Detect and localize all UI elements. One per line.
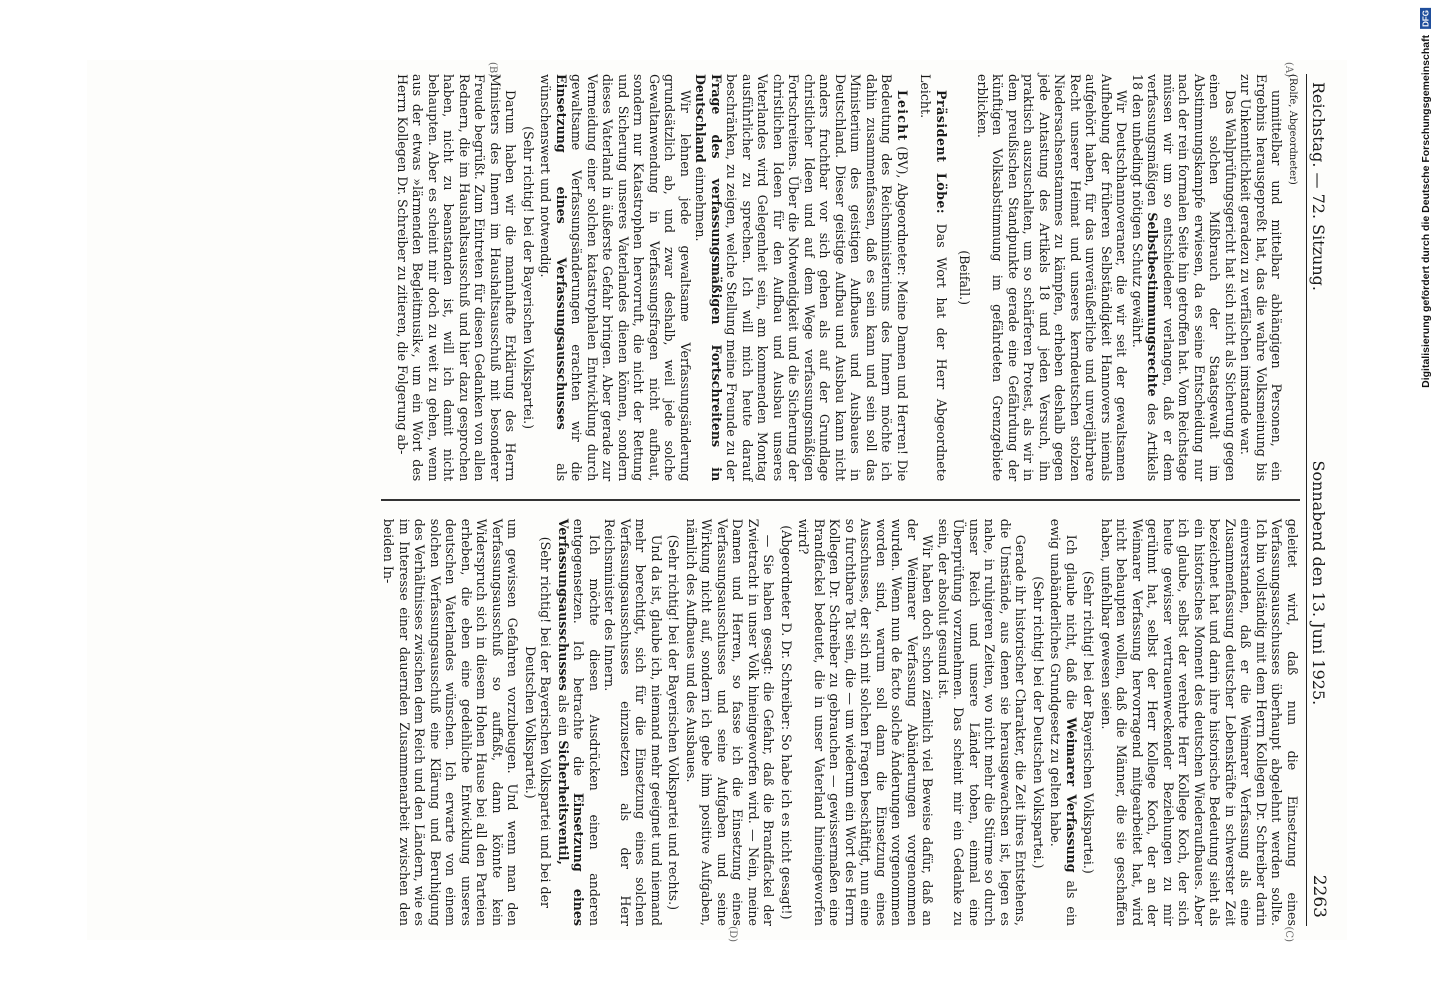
president-remark: Präsident Löbe: Das Wort hat der Herr Abgeordnete Leicht. bbox=[918, 74, 949, 482]
digitization-credit bbox=[1420, 8, 1432, 388]
paragraph: Darum haben wir die mannhafte Erklärung des Herrn Ministers des Innern im Haushaltsausschuß mit besonderer Freude begrüßt. Zum Eintreten für diesen Gedanken von allen Rednern, die im Haushaltsausschuß und hier dazu gesprochen haben, nicht zu beanstanden ist, will ich damit nicht behaupten. Aber es scheint mir doch zu weit zu gehen, wenn aus der etwas »lärmenden Begleitmusik«, um ein Wort des Herrn Kollegen Dr. Schreiber zu zitieren, die Folgerung ab- bbox=[395, 74, 519, 482]
paragraph: Ich glaube nicht, daß die Weimarer Verfassung als ein ewig unabänderliches Grundgesetz zu gelten habe. bbox=[1048, 518, 1079, 926]
interjection: (Beifall.) bbox=[957, 250, 973, 306]
paragraph: unmittelbar und mittelbar abhängigen Personen, ein Ergebnis herausgepreßt hat, das die wahre Volksmeinung bis zur Unkenntlichkeit geradezu zu verfälschen imstande war. bbox=[1238, 74, 1285, 482]
paragraph: Ich möchte diesen Ausdrücken einen anderen entgegensetzen. Ich betrachte die Einsetzung eines Verfassungsausschusses als ein Sicherheitsventil, bbox=[556, 518, 602, 926]
interjection: (Sehr richtig! bei der Bayerischen Volkspartei und bei der Deutschen Volkspartei.) bbox=[523, 536, 554, 909]
speaker-tag: (Rolfe, Abgeordneter) bbox=[1287, 74, 1298, 185]
interjection: (Sehr richtig! bei der Bayerischen Volkspartei.) bbox=[1081, 570, 1097, 874]
dfg-logo: DFG bbox=[1421, 10, 1431, 27]
rotated-page-scan bbox=[87, 60, 1347, 940]
paragraph: — Sie haben gesagt: die Gefahr, daß die Brandfackel der Zwietracht in unser Volk hineingeworfen wird. — Nein, meine Damen und Herren, so fasse ich die Einsetzung eines Verfassungsausschusses und seine Aufgaben und seine Wirkung nicht auf, sondern ich gebe ihm positive Aufgaben, nämlich des Aufbaues und des Ausbaues. bbox=[684, 518, 777, 926]
paragraph: geleitet wird, daß nun die Einsetzung eines Verfassungsausschusses überhaupt abgelehnt werden sollte. Ich bin vollständig mit dem Herrn Kollegen Dr. Schreiber darin einverstanden, daß er die Weimarer Verfassung als eine Zusammenfassung deutscher Lebenskräfte in schwerster Zeit bezeichnet hat und darin ihre historische Bedeutung sieht als ein historisches Moment des deutschen Wiederaufbaues. Aber ich glaube, selbst der verehrte Herr Kollege Koch, der sich heute gewisser vertrauenweckender Beziehungen zu mir gerühmt hat, selbst der Herr Kollege Koch, der an der Weimarer Verfassung hervorragend mitgearbeitet hat, wird nicht behaupten wollen, daß die Männer, die sie geschaffen haben, unfehlbar gewesen seien. bbox=[1099, 518, 1300, 926]
right-column bbox=[381, 519, 1300, 926]
interjection: (Abgeordneter D. Dr. Schreiber: So habe ich es nicht gesagt!) bbox=[779, 525, 794, 920]
credit-text: Digitalisierung gefördert durch die Deutsche Forschungsgemeinschaft bbox=[1420, 34, 1432, 388]
paragraph: Wir haben doch schon ziemlich viel Beweise dafür, daß an der Weimarer Verfassung Abänderungen vorgenommen wurden. Wenn nun de facto solche Änderungen vorgenommen worden sind, warum soll dann die Einsetzung eines Ausschusses, der sich mit solchen Fragen beschäftigt, nun eine so furchtbare Tat sein, die — um wiederum ein Wort des Herrn Kollegen Dr. Schreiber zu gebrauchen — gewissermaßen eine Brandfackel bedeutet, die in unser Vaterland hineingeworfen wird? bbox=[796, 518, 936, 926]
paragraph: Und da ist, glaube ich, niemand mehr geeignet und niemand mehr berechtigt, sich für die Einsetzung eines solchen Verfassungsausschusses einzusetzen als der Herr Reichsminister des Innern. bbox=[602, 518, 664, 926]
paragraph: Wir Deutschhannoveraner, die wir seit der gewaltsamen Aufhebung der früheren Selbständigkeit Hannovers niemals aufgehört haben, für das unveräußerliche und unverjährbare Recht unserer Heimat und unseres kerndeutschen stolzen Niedersachsenstammes zu kämpfen, erheben deshalb gegen jede Antastung des Artikels 18 und jeden Versuch, ihn praktisch auszuschalten, um so schärferen Protest, als wir in dem preußischen Standpunkte gerade eine Gefährdung der künftigen Volksabstimmung im gefährdeten Grenzgebiete erblicken. bbox=[975, 74, 1130, 482]
speech-opening: Leicht (BV), Abgeordneter: Meine Damen und Herren! Die Bedeutung des Reichsministeriums des Innern möchte ich dahin zusammenfassen, daß es sein kann und sein soll das Ministerium des geistigen Aufbaues und Ausbaues in Deutschland. Dieser geistige Aufbau und Ausbau kann nicht anders fruchtbar vor sich gehen als auf der Grundlage christlicher Ideen und auf dem Wege verfassungsmäßigen Fortschreitens. Über die Notwendigkeit und die Sicherung der christlichen Ideen für den Aufbau und Ausbau unseres Vaterlandes wird Gelegenheit sein, am kommenden Montag ausführlicher zu sprechen. Ich will mich heute darauf beschränken, zu zeigen, welche Stellung meine Freunde zu der Frage des verfassungsmäßigen Fortschreitens in Deutschland einnehmen. bbox=[693, 74, 910, 482]
header-date: Sonnabend den 13. Juni 1925. bbox=[1309, 460, 1329, 706]
paragraph: Wir lehnen jede gewaltsame Verfassungsänderung grundsätzlich ab, und zwar deshalb, weil jede solche Gewaltanwendung in Verfassungsfragen nicht aufbaut, sondern nur Katastrophen hervorruft, die nicht der Rettung und Sicherung unseres Vaterlandes dienen können, sondern dieses Vaterland in äußerste Gefahr bringen. Aber gerade zur Vermeidung einer solchen katastrophalen Entwicklung durch gewaltsame Verfassungsänderungen erachten wir die Einsetzung eines Verfassungsausschusses als wünschenswert und notwendig. bbox=[538, 74, 693, 482]
paragraph: Gerade ihr historischer Charakter, die Zeit ihres Entstehens, die Umstände, aus denen sie herausgewachsen ist, legen es nahe, in ruhigeren Zeiten, wo nicht mehr die Stürme so durch unser Reich und unsere Länder toben, einmal eine Überprüfung vorzunehmen. Das scheint mir ein Gedanke zu sein, der absolut gesund ist. bbox=[936, 518, 1029, 926]
left-column bbox=[381, 74, 1300, 481]
page-number: 2263 bbox=[1309, 874, 1330, 918]
paragraph: um gewissen Gefahren vorzubeugen. Und wenn man den Verfassungsausschuß so auffaßt, dann könnte kein Widerspruch sich in diesem Hohen Hause bei all den Parteien erheben, die eben eine gedeihliche Entwicklung unseres deutschen Vaterlandes wünschen. Ich erwarte von einem solchen Verfassungsausschuß eine Klärung und Beruhigung des Verhältnisses zwischen dem Reich und den Ländern, wie es im Interesse einer dauernden Zusammenarbeit zwischen den beiden In- bbox=[381, 518, 521, 926]
interjection: (Sehr richtig! bei der Bayerischen Volkspartei.) bbox=[521, 126, 536, 430]
margin-marker-b: (B) bbox=[487, 62, 498, 78]
margin-marker-c: (C) bbox=[1283, 926, 1294, 942]
interjection: (Sehr richtig! bei der Deutschen Volkspartei.) bbox=[1031, 576, 1046, 869]
header-left: Reichstag. — 72. Sitzung. bbox=[1309, 82, 1329, 291]
page-header bbox=[1306, 74, 1337, 926]
interjection: (Sehr richtig! bei der Bayerischen Volkspartei und rechts.) bbox=[666, 534, 682, 911]
margin-marker-d: (D) bbox=[727, 926, 738, 942]
paragraph: Das Wahlprüfungsgericht hat sich nicht als Sicherung gegen einen solchen Mißbrauch der Staatsgewalt im Abstimmungskampfe erwiesen, da es seine Entscheidung nur nach der rein formalen Seite hin getroffen hat. Vom Reichstage müssen wir um so entschiedener verlangen, daß er dem verfassungsmäßigen Selbstbestimmungsrechte des Artikels 18 den unbedingt nötigen Schutz gewährt. bbox=[1130, 74, 1238, 482]
column-divider bbox=[381, 499, 1300, 501]
margin-marker-a: (A) bbox=[1283, 62, 1294, 78]
